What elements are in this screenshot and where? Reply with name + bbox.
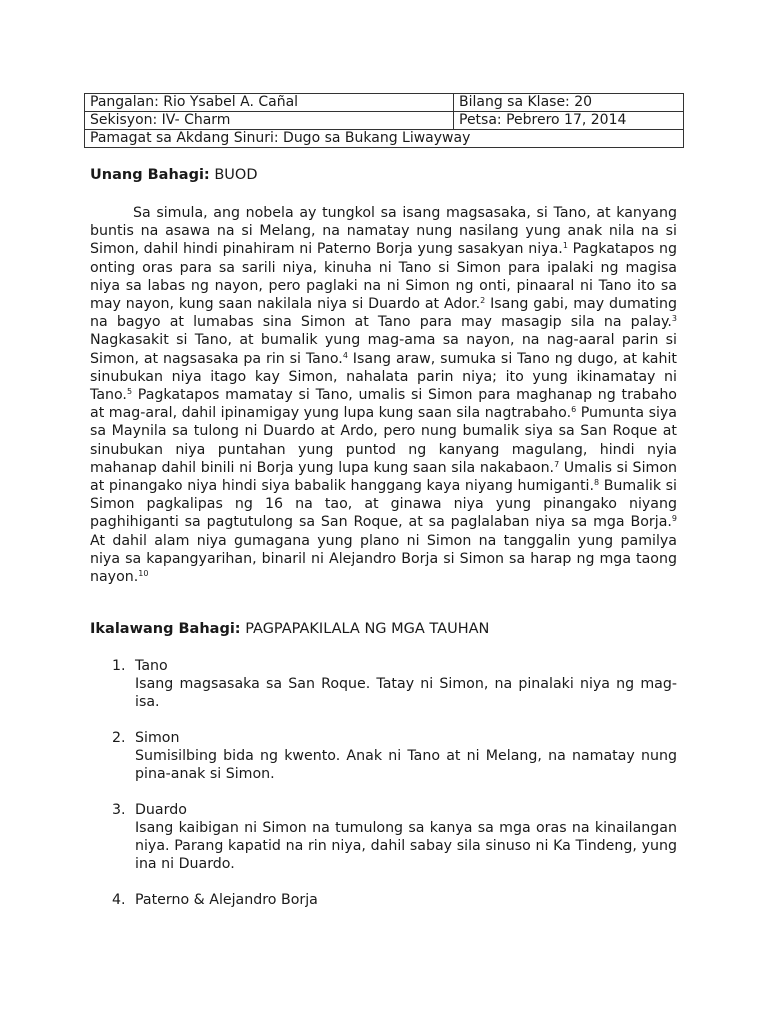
part2-heading	[90, 621, 489, 637]
footnote-ref[interactable]: 3	[671, 314, 677, 324]
footnote-ref[interactable]: 8	[593, 478, 600, 488]
list-item	[112, 657, 677, 711]
character-description: Sumisilbing bida ng kwento. Anak ni Tano at ni Melang, na namatay nung pina-anak si Simon.	[135, 748, 677, 782]
list-number: 2.	[112, 730, 126, 746]
student-info-table	[84, 93, 684, 148]
summary-sentence: Isang araw, sumuka si Tano ng dugo, at kahit sinubukan niya itago kay Simon, nahalata parin niya; ito yung ikinamatay ni Tano.	[90, 350, 677, 404]
table-row	[85, 112, 684, 130]
footnote-ref[interactable]: 4	[342, 350, 348, 360]
footnote-ref[interactable]: 1	[562, 241, 568, 251]
footnote-ref[interactable]: 9	[671, 514, 677, 524]
summary-paragraph	[90, 204, 677, 586]
part1-heading	[90, 167, 257, 183]
character-name: Paterno & Alejandro Borja	[135, 892, 318, 908]
character-description: Isang kaibigan ni Simon na tumulong sa kanya sa mga oras na kinailangan niya. Parang kapatid na rin niya, dahil sabay sila sinuso ni Ka Tindeng, yung ina ni Duardo.	[135, 820, 677, 872]
list-item	[112, 801, 677, 873]
work-title-cell: Pamagat sa Akdang Sinuri: Dugo sa Bukang Liwayway	[85, 130, 684, 148]
summary-sentence: At dahil alam niya gumagana yung plano ni Simon na tanggalin yung pamilya niya sa kapangyarihan, binaril ni Alejandro Borja si Simon sa harap ng mga taong nayon.	[90, 532, 677, 586]
character-name: Simon	[135, 730, 180, 746]
summary-sentence: Pumunta siya sa Maynila sa tulong ni Duardo at Ardo, pero nung bumalik siya sa San Roque at sinubukan niya puntahan yung puntod ng kanyang magulang, hindi nyia mahanap dahil binili ni Borja yung lupa kung saan sila nakabaon.	[90, 405, 678, 476]
part2-label: Ikalawang Bahagi:	[90, 621, 241, 637]
footnote-ref[interactable]: 5	[126, 387, 133, 397]
character-name: Duardo	[135, 802, 187, 818]
summary-sentence: Umalis si Simon at pinangako niya hindi siya babalik hanggang kaya niyang humiganti.	[90, 459, 677, 495]
summary-sentence: Sa simula, ang nobela ay tungkol sa isang magsasaka, si Tano, at kanyang buntis na asawa na si Melang, na namatay nung nasilang yung anak nila na si Simon, dahil hindi pinahiram ni Paterno Borja yung sasakyan niya.	[90, 205, 677, 258]
summary-sentence: Pagkatapos ng onting oras para sa sarili niya, kinuha ni Tano si Simon para ipalaki ng magisa niya sa labas ng nayon, pero paglaki na ni Simon ng onti, pinaaral ni Tano ito sa may nayon, kung saan nakilala niya si Duardo at Ador.	[90, 241, 677, 313]
class-number-cell: Bilang sa Klase: 20	[454, 94, 684, 112]
footnote-ref[interactable]: 7	[554, 459, 560, 469]
list-number: 1.	[112, 658, 126, 674]
character-list	[112, 657, 677, 927]
list-number: 3.	[112, 802, 126, 818]
summary-sentence: Nagkasakit si Tano, at bumalik yung mag-ama sa nayon, na nag-aaral parin si Simon, at nagsasaka pa rin si Tano.	[90, 332, 677, 367]
date-cell: Petsa: Pebrero 17, 2014	[454, 112, 684, 130]
table-row	[85, 94, 684, 112]
list-item	[112, 729, 677, 783]
name-cell: Pangalan: Rio Ysabel A. Cañal	[85, 94, 454, 112]
footnote-ref[interactable]: 6	[571, 405, 577, 415]
table-row	[85, 130, 684, 148]
list-number: 4.	[112, 892, 126, 908]
footnote-ref[interactable]: 10	[138, 569, 149, 579]
summary-sentence: Bumalik si Simon pagkalipas ng 16 na tao, at ginawa niya yung pinangako niyang paghihiganti sa pagtutulong sa San Roque, at sa paglalaban niya sa mga Borja.	[90, 478, 677, 531]
footnote-ref[interactable]: 2	[480, 296, 486, 306]
section-cell: Sekisyon: IV- Charm	[85, 112, 454, 130]
character-name: Tano	[135, 658, 168, 674]
summary-sentence: Isang gabi, may dumating na bagyo at lumabas sina Simon at Tano para may masagip sila na palay.	[90, 296, 677, 331]
character-description: Isang magsasaka sa San Roque. Tatay ni Simon, na pinalaki niya ng mag-isa.	[135, 676, 677, 710]
list-item	[112, 891, 677, 909]
part1-title: BUOD	[214, 167, 258, 183]
part1-label: Unang Bahagi:	[90, 167, 210, 183]
part2-title: PAGPAPAKILALA NG MGA TAUHAN	[245, 621, 490, 637]
summary-sentence: Pagkatapos mamatay si Tano, umalis si Simon para maghanap ng trabaho at mag-aral, dahil ipinamigay yung lupa kung saan sila nagtrabaho.	[90, 387, 677, 422]
